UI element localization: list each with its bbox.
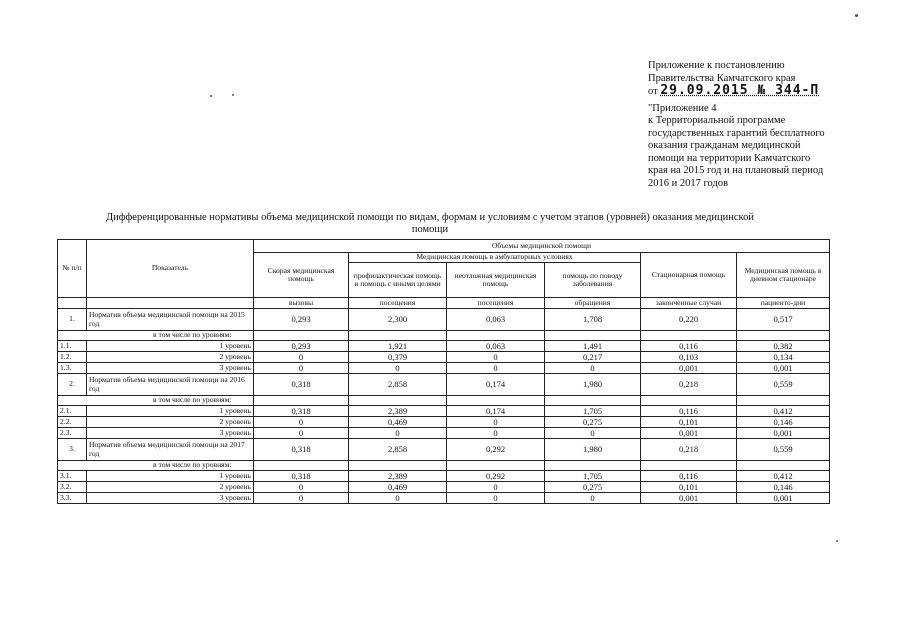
header-line: Правительства Камчатского края (648, 72, 796, 84)
value-day-hospital: 0,001 (737, 493, 830, 504)
norms-table (57, 239, 830, 504)
value-day-hospital: 0,412 (737, 406, 830, 417)
value-preventive: 2,300 (349, 309, 447, 331)
row-level: 1 уровень (87, 341, 254, 352)
row-number: 3.2. (58, 482, 87, 493)
value-disease: 1,491 (545, 341, 641, 352)
value-ambulance: 0 (254, 417, 349, 428)
value-urgent: 0,174 (447, 374, 545, 396)
value-urgent: 0 (447, 482, 545, 493)
levels-caption: в том числе по уровням: (58, 461, 254, 471)
value-inpatient: 0,116 (641, 341, 737, 352)
document-header (648, 60, 863, 190)
row-number: 1.3. (58, 363, 87, 374)
unit-cell-empty (58, 298, 87, 309)
table-row (58, 352, 830, 363)
row-level: 3 уровень (87, 363, 254, 374)
value-inpatient: 0,218 (641, 439, 737, 461)
value-ambulance: 0 (254, 352, 349, 363)
col-header-num: № п/п (58, 240, 87, 298)
table-row (58, 417, 830, 428)
value-urgent: 0 (447, 493, 545, 504)
row-level: 2 уровень (87, 417, 254, 428)
row-number: 3.3. (58, 493, 87, 504)
table-row (58, 374, 830, 396)
value-urgent: 0,063 (447, 341, 545, 352)
levels-caption: в том числе по уровням: (58, 396, 254, 406)
value-disease: 0,217 (545, 352, 641, 363)
header-line: 2016 и 2017 годов (648, 177, 729, 189)
value-urgent: 0 (447, 352, 545, 363)
row-number: 3. (58, 439, 87, 461)
value-preventive: 1,921 (349, 341, 447, 352)
col-header-urgent: неотложная медицинская помощь (447, 263, 545, 298)
row-indicator: Норматив объема медицинской помощи на 2017 год (87, 439, 254, 461)
row-level: 3 уровень (87, 428, 254, 439)
value-disease: 0,275 (545, 417, 641, 428)
group-header-outpatient: Медицинская помощь в амбулаторных условиях (349, 253, 641, 263)
table-row (58, 309, 830, 331)
value-preventive: 0,379 (349, 352, 447, 363)
value-day-hospital: 0,001 (737, 363, 830, 374)
row-number: 2. (58, 374, 87, 396)
value-day-hospital: 0,146 (737, 482, 830, 493)
value-ambulance: 0 (254, 363, 349, 374)
row-number: 1. (58, 309, 87, 331)
value-inpatient: 0,116 (641, 471, 737, 482)
value-disease: 0 (545, 428, 641, 439)
header-line: к Территориальной программе (648, 115, 786, 126)
value-day-hospital: 0,517 (737, 309, 830, 331)
value-ambulance: 0,293 (254, 341, 349, 352)
value-urgent: 0 (447, 363, 545, 374)
value-urgent: 0,063 (447, 309, 545, 331)
unit-urgent: посещения (447, 298, 545, 309)
value-inpatient: 0,218 (641, 374, 737, 396)
value-ambulance: 0 (254, 493, 349, 504)
value-day-hospital: 0,001 (737, 428, 830, 439)
row-level: 1 уровень (87, 406, 254, 417)
value-preventive: 0,469 (349, 482, 447, 493)
header-line: Приложение к постановлению (648, 60, 785, 71)
value-inpatient: 0,001 (641, 493, 737, 504)
value-disease: 1,708 (545, 309, 641, 331)
value-urgent: 0 (447, 428, 545, 439)
unit-day-hospital: пациенто-дни (737, 298, 830, 309)
value-preventive: 0 (349, 428, 447, 439)
scan-speck (232, 94, 234, 96)
row-number: 1.1. (58, 341, 87, 352)
document-title: Дифференцированные нормативы объема медицинской помощи по видам, формам и условиям с учетом этапов (уровней) оказания медицинской помощи (105, 212, 754, 235)
scan-speck (855, 14, 858, 17)
header-line: края на 2015 год и на плановый период (648, 165, 824, 176)
table-row (58, 406, 830, 417)
row-number: 2.2. (58, 417, 87, 428)
value-day-hospital: 0,146 (737, 417, 830, 428)
value-ambulance: 0,293 (254, 309, 349, 331)
value-disease: 0 (545, 493, 641, 504)
col-header-day-hospital: Медицинская помощь в дневном стационаре (737, 253, 830, 298)
value-inpatient: 0,220 (641, 309, 737, 331)
value-inpatient: 0,103 (641, 352, 737, 363)
row-level: 2 уровень (87, 482, 254, 493)
row-indicator: Норматив объема медицинской помощи на 2015 год (87, 309, 254, 331)
value-disease: 1,705 (545, 406, 641, 417)
value-inpatient: 0,001 (641, 363, 737, 374)
value-disease: 1,980 (545, 374, 641, 396)
row-number: 3.1. (58, 471, 87, 482)
row-number: 1.2. (58, 352, 87, 363)
row-level: 2 уровень (87, 352, 254, 363)
scan-speck (836, 540, 838, 542)
scan-speck (210, 95, 212, 97)
table-row (58, 482, 830, 493)
value-disease: 1,705 (545, 471, 641, 482)
resolution-date-number (648, 85, 863, 99)
group-header-volumes: Объемы медицинской помощи (254, 240, 830, 253)
value-day-hospital: 0,559 (737, 439, 830, 461)
table-row-caption (58, 331, 830, 341)
header-line: государственных гарантий бесплатного (648, 127, 825, 139)
row-indicator: Норматив объема медицинской помощи на 2016 год (87, 374, 254, 396)
header-line: помощи на территории Камчатского (648, 152, 811, 164)
row-number: 2.1. (58, 406, 87, 417)
value-preventive: 0,469 (349, 417, 447, 428)
value-day-hospital: 0,412 (737, 471, 830, 482)
value-ambulance: 0 (254, 428, 349, 439)
value-inpatient: 0,101 (641, 482, 737, 493)
value-preventive: 0 (349, 493, 447, 504)
unit-ambulance: вызовы (254, 298, 349, 309)
table-row-caption (58, 461, 830, 471)
table-row (58, 439, 830, 461)
col-header-inpatient: Стационарная помощь (641, 253, 737, 298)
table-row-caption (58, 396, 830, 406)
row-level: 1 уровень (87, 471, 254, 482)
value-ambulance: 0,318 (254, 374, 349, 396)
value-ambulance: 0,318 (254, 471, 349, 482)
value-preventive: 0 (349, 363, 447, 374)
value-disease: 0 (545, 363, 641, 374)
unit-disease: обращения (545, 298, 641, 309)
value-urgent: 0 (447, 417, 545, 428)
unit-inpatient: законченные случаи (641, 298, 737, 309)
levels-caption: в том числе по уровням: (58, 331, 254, 341)
appendix-label: "Приложение 4 (648, 102, 717, 114)
value-ambulance: 0 (254, 482, 349, 493)
value-day-hospital: 0,559 (737, 374, 830, 396)
value-disease: 0,275 (545, 482, 641, 493)
value-ambulance: 0,318 (254, 406, 349, 417)
value-preventive: 2,389 (349, 406, 447, 417)
unit-preventive: посещения (349, 298, 447, 309)
from-prefix: от (648, 86, 658, 97)
value-urgent: 0,292 (447, 471, 545, 482)
table-row (58, 493, 830, 504)
value-urgent: 0,292 (447, 439, 545, 461)
value-inpatient: 0,116 (641, 406, 737, 417)
header-line: оказания гражданам медицинской (648, 140, 801, 151)
col-header-ambulance: Скорая медицинская помощь (254, 253, 349, 298)
value-day-hospital: 0,382 (737, 341, 830, 352)
value-ambulance: 0,318 (254, 439, 349, 461)
table-row (58, 363, 830, 374)
value-preventive: 2,858 (349, 374, 447, 396)
table-row (58, 428, 830, 439)
value-preventive: 2,389 (349, 471, 447, 482)
handwritten-date-number: 29.09.2015 № 344-П (660, 83, 820, 98)
value-disease: 1,980 (545, 439, 641, 461)
col-header-disease: помощь по поводу заболевания (545, 263, 641, 298)
table-body (58, 309, 830, 504)
value-preventive: 2,858 (349, 439, 447, 461)
value-inpatient: 0,001 (641, 428, 737, 439)
table-row (58, 471, 830, 482)
value-urgent: 0,174 (447, 406, 545, 417)
table-row (58, 341, 830, 352)
unit-cell-empty (87, 298, 254, 309)
col-header-preventive: профилактическая помощь и помощь с иными целями (349, 263, 447, 298)
row-level: 3 уровень (87, 493, 254, 504)
value-inpatient: 0,101 (641, 417, 737, 428)
row-number: 2.3. (58, 428, 87, 439)
col-header-indicator: Показатель (87, 240, 254, 298)
value-day-hospital: 0,134 (737, 352, 830, 363)
